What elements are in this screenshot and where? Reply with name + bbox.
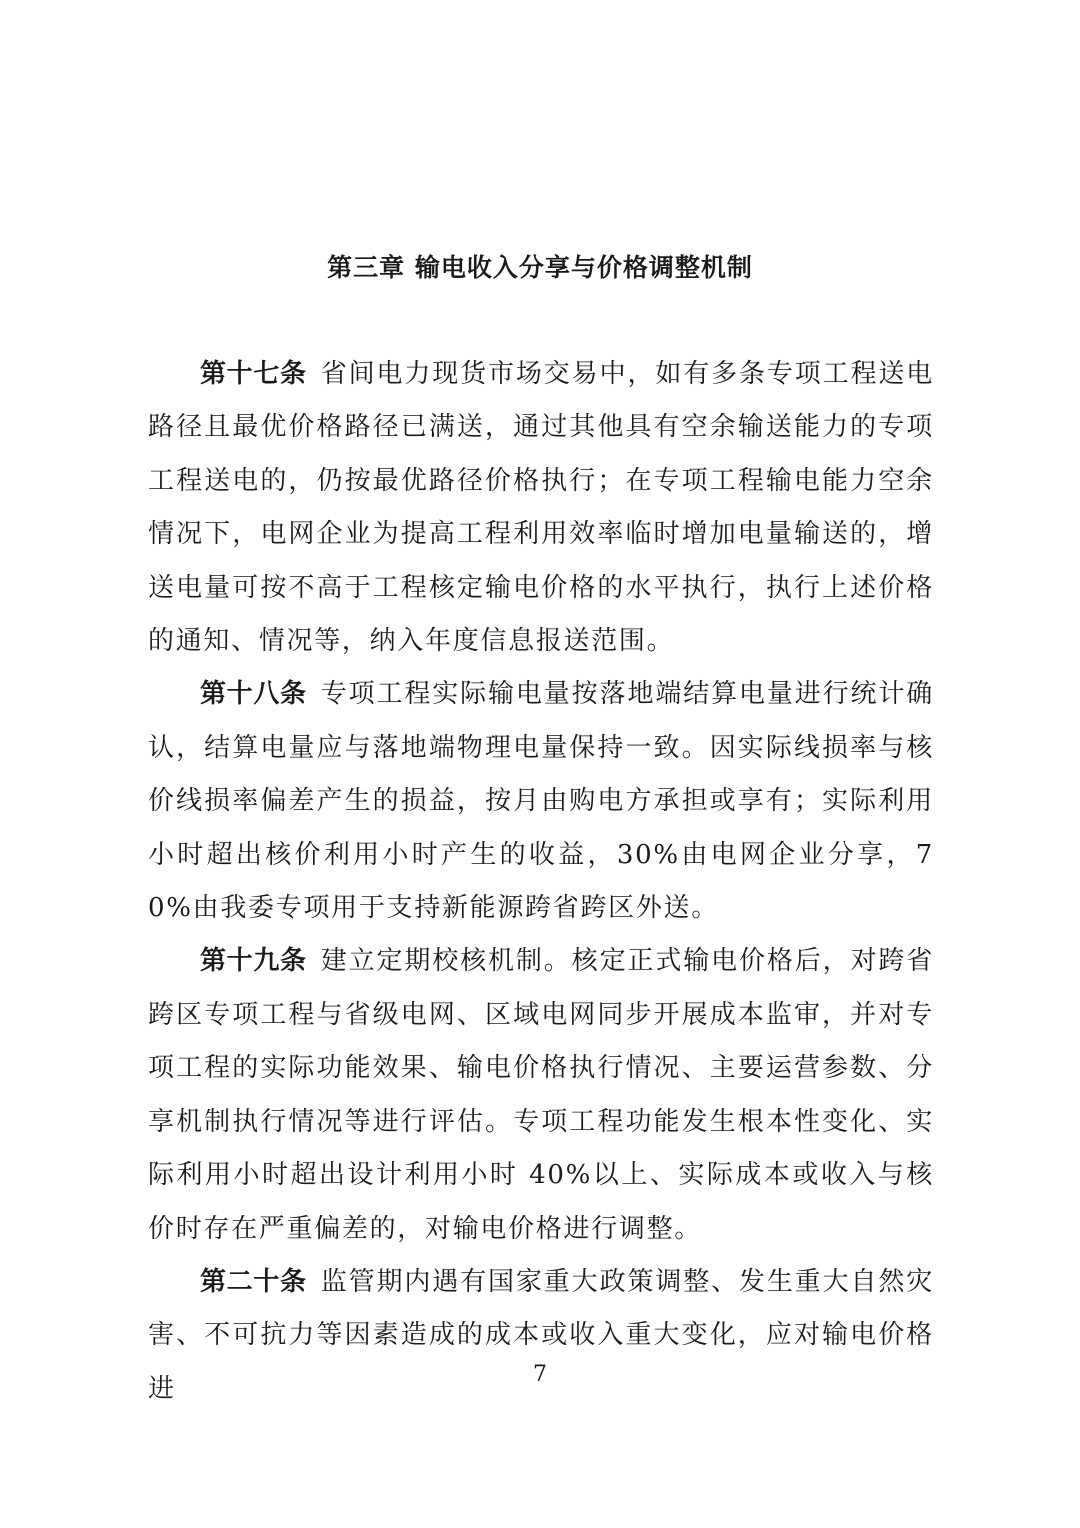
article-18-text: 专项工程实际输电量按落地端结算电量进行统计确认，结算电量应与落地端物理电量保持一致。因实际线损率与核价线损率偏差产生的损益，按月由购电方承担或享有；实际利用小时超出核价利用小时产生的收益，30%由电网企业分享，70%由我委专项用于支持新能源跨省跨区外送。: [148, 679, 934, 924]
page-number: 7: [533, 1362, 547, 1387]
article-18-number: 第十八条: [200, 679, 307, 710]
article-17: [148, 348, 934, 668]
article-19-text: 建立定期校核机制。核定正式输电价格后，对跨省跨区专项工程与省级电网、区域电网同步开展成本监审，并对专项工程的实际功能效果、输电价格执行情况、主要运营参数、分享机制执行情况等进行评估。专项工程功能发生根本性变化、实际利用小时超出设计利用小时 40%以上、实际成本或收入与核价时存在严重偏差的，对输电价格进行调整。: [148, 946, 934, 1244]
article-19-number: 第十九条: [200, 946, 307, 977]
article-body: [148, 348, 934, 1416]
article-20-text: 监管期内遇有国家重大政策调整、发生重大自然灾害、不可抗力等因素造成的成本或收入重大变化，应对输电价格进: [148, 1266, 934, 1404]
chapter-title: 第三章 输电收入分享与价格调整机制: [327, 253, 753, 282]
article-19: [148, 935, 934, 1255]
article-18: [148, 668, 934, 935]
article-20: [148, 1256, 934, 1416]
article-17-text: 省间电力现货市场交易中，如有多条专项工程送电路径且最优价格路径已满送，通过其他具有空余输送能力的专项工程送电的，仍按最优路径价格执行；在专项工程输电能力空余情况下，电网企业为提高工程利用效率临时增加电量输送的，增送电量可按不高于工程核定输电价格的水平执行，执行上述价格的通知、情况等，纳入年度信息报送范围。: [148, 359, 934, 657]
article-17-number: 第十七条: [200, 359, 307, 389]
article-20-number: 第二十条: [200, 1266, 307, 1297]
